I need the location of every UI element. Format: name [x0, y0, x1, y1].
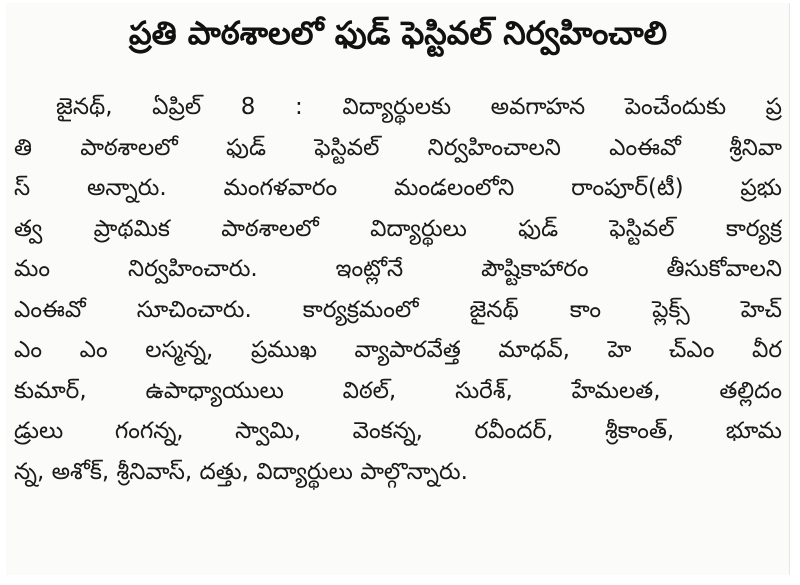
article-line: ఎం ఎం లస్మన్న, ప్రముఖ వ్యాపారవేత్త మాధవ్, హె చ్ఎం వీర	[14, 337, 782, 363]
news-clipping	[6, 3, 790, 575]
article-line: స్ అన్నారు. మంగళవారం మండలంలోని రాంపూర్(టీ) ప్రభు	[14, 175, 782, 201]
article-line: త్వ ప్రాథమిక పాఠశాలలో విద్యార్థులు ఫుడ్ ఫెస్టివల్ కార్యక్ర	[14, 215, 782, 242]
article-line: జైనథ్, ఏప్రిల్ 8 : విద్యార్థులకు అవగాహన పెంచేందుకు ప్ర	[56, 94, 782, 120]
article-line: కుమార్, ఉపాధ్యాయులు విఠల్, సురేశ్, హేమలత, తల్లిదం	[14, 377, 782, 404]
headline: ప్రతి పాఠశాలలో ఫుడ్ ఫెస్టివల్ నిర్వహించాలి	[128, 14, 668, 52]
article-line: ఎంఈవో సూచించారు. కార్యక్రమంలో జైనథ్ కాం ప్లెక్స్ హెచ్	[14, 296, 782, 323]
article-line: డ్రులు గంగన్న, స్వామి, వెంకన్న, రవీందర్, శ్రీకాంత్, భూమ	[14, 418, 782, 444]
article-line-last: న్న, అశోక్, శ్రీనివాస్, దత్తు, విద్యార్థులు పాల్గొన్నారు.	[14, 458, 468, 485]
article-line: మం నిర్వహించారు. ఇంట్లోనే పౌష్టికాహారం తీసుకోవాలని	[14, 256, 782, 282]
article-line: తి పాఠశాలలో ఫుడ్ ఫెస్టివల్ నిర్వహించాలని ఎంఈవో శ్రీనివా	[14, 134, 782, 161]
article-body	[14, 87, 782, 492]
